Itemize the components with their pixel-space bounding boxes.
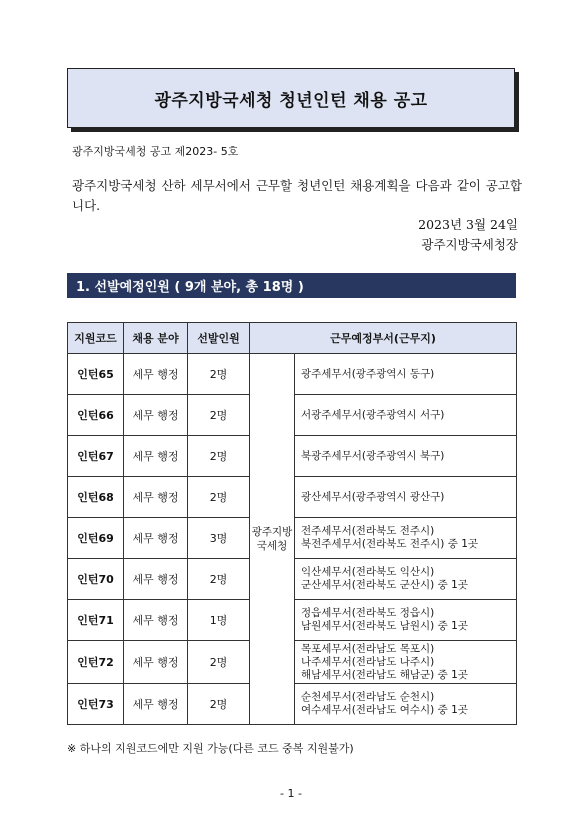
footnote: ※ 하나의 지원코드에만 지원 가능(다른 코드 중복 지원불가)	[67, 742, 354, 755]
cell-count: 2명	[188, 684, 250, 725]
cell-code: 인턴67	[68, 436, 124, 477]
cell-department: 정읍세무서(전라북도 정읍시) 남원세무서(전라북도 남원시) 중 1곳	[295, 600, 517, 641]
cell-field: 세무 행정	[124, 354, 188, 395]
table-row	[68, 354, 517, 395]
cell-code: 인턴73	[68, 684, 124, 725]
notice-number: 광주지방국세청 공고 제2023- 5호	[72, 145, 239, 158]
cell-field: 세무 행정	[124, 477, 188, 518]
cell-location: 광주지방 국세청	[250, 354, 295, 725]
cell-department: 북광주세무서(광주광역시 북구)	[295, 436, 517, 477]
cell-code: 인턴68	[68, 477, 124, 518]
table-body	[68, 354, 517, 725]
cell-count: 2명	[188, 641, 250, 684]
cell-department: 광주세무서(광주광역시 동구)	[295, 354, 517, 395]
cell-count: 2명	[188, 395, 250, 436]
cell-department: 전주세무서(전라북도 전주시) 북전주세무서(전라북도 전주시) 중 1곳	[295, 518, 517, 559]
cell-field: 세무 행정	[124, 559, 188, 600]
header-code: 지원코드	[68, 323, 124, 354]
page-title: 광주지방국세청 청년인턴 채용 공고	[154, 90, 428, 111]
table-header-row	[68, 323, 517, 354]
cell-code: 인턴69	[68, 518, 124, 559]
cell-department: 순천세무서(전라남도 순천시) 여수세무서(전라남도 여수시) 중 1곳	[295, 684, 517, 725]
section-header-bar	[67, 273, 516, 298]
cell-department: 서광주세무서(광주광역시 서구)	[295, 395, 517, 436]
cell-count: 2명	[188, 436, 250, 477]
intro-paragraph: 광주지방국세청 산하 세무서에서 근무할 청년인턴 채용계획을 다음과 같이 공고합니다.	[72, 178, 522, 213]
cell-field: 세무 행정	[124, 518, 188, 559]
cell-code: 인턴72	[68, 641, 124, 684]
cell-field: 세무 행정	[124, 684, 188, 725]
issuer-name: 광주지방국세청장	[421, 237, 518, 252]
header-department: 근무예정부서(근무지)	[250, 323, 517, 354]
cell-code: 인턴70	[68, 559, 124, 600]
cell-count: 2명	[188, 354, 250, 395]
cell-code: 인턴66	[68, 395, 124, 436]
recruitment-table	[67, 322, 517, 725]
header-field: 채용 분야	[124, 323, 188, 354]
cell-code: 인턴71	[68, 600, 124, 641]
cell-count: 2명	[188, 559, 250, 600]
cell-department: 광산세무서(광주광역시 광산구)	[295, 477, 517, 518]
header-count: 선발인원	[188, 323, 250, 354]
cell-department: 익산세무서(전라북도 익산시) 군산세무서(전라북도 군산시) 중 1곳	[295, 559, 517, 600]
notice-date: 2023년 3월 24일	[418, 217, 518, 232]
section-title: 1. 선발예정인원 ( 9개 분야, 총 18명 )	[76, 280, 304, 295]
cell-count: 1명	[188, 600, 250, 641]
cell-field: 세무 행정	[124, 641, 188, 684]
title-box	[67, 68, 515, 128]
page-number: - 1 -	[280, 787, 302, 800]
cell-field: 세무 행정	[124, 600, 188, 641]
cell-code: 인턴65	[68, 354, 124, 395]
cell-count: 3명	[188, 518, 250, 559]
cell-count: 2명	[188, 477, 250, 518]
cell-department: 목포세무서(전라남도 목포시) 나주세무서(전라남도 나주시) 해남세무서(전라남도 해남군) 중 1곳	[295, 641, 517, 684]
cell-field: 세무 행정	[124, 436, 188, 477]
cell-field: 세무 행정	[124, 395, 188, 436]
